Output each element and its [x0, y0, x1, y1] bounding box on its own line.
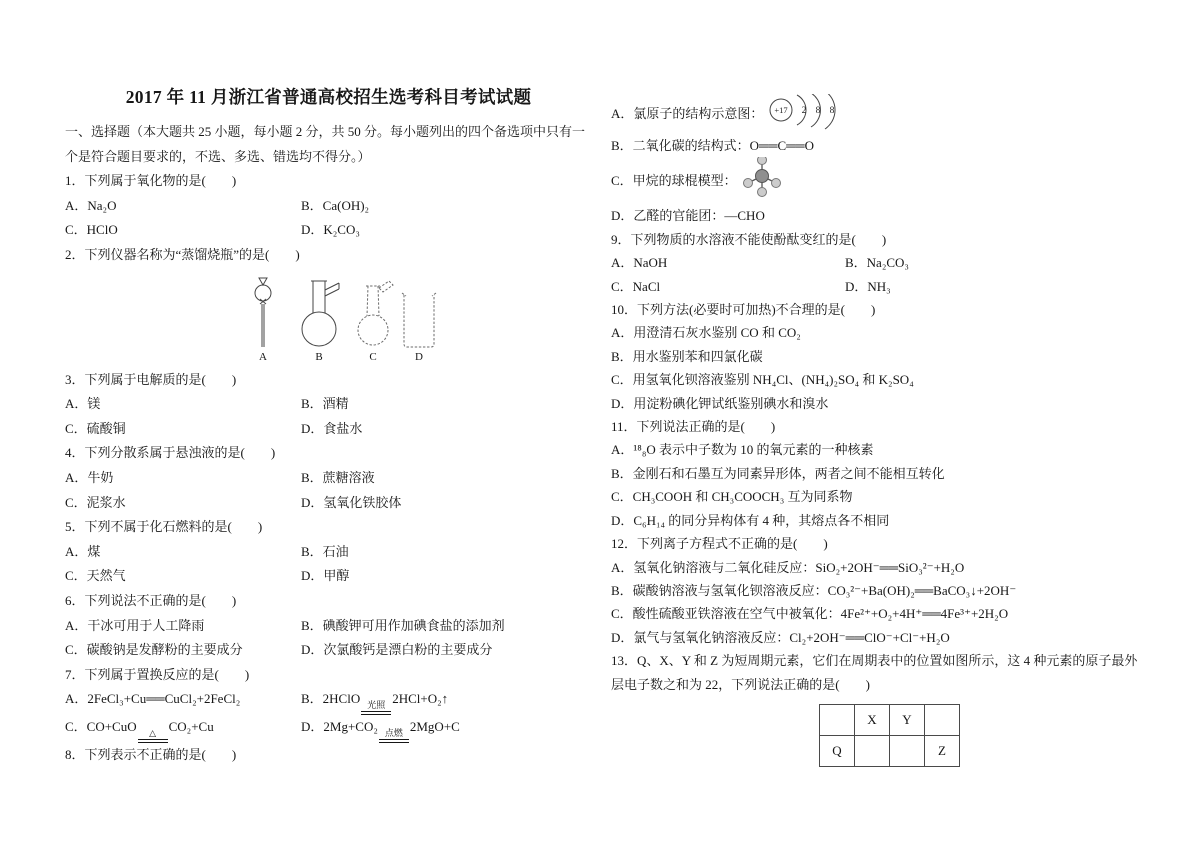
q8-option-a [611, 94, 1144, 134]
q5-options-row2 [65, 564, 592, 589]
q4-option-d: D．氢氧化铁胶体 [301, 494, 402, 510]
q10-option-a: A．用澄清石灰水鉴别 CO 和 CO₂ [611, 325, 801, 341]
q4-option-b: B．蔗糖溶液 [301, 469, 375, 485]
q1-option-d: D．K₂CO₃ [301, 222, 360, 238]
atom-shell-2: 8 [816, 106, 821, 116]
q11-option-c: C．CH₃COOH 和 CH₃COOCH₃ 互为同系物 [611, 489, 853, 505]
q4-options-row1 [65, 466, 592, 491]
q10-option-c: C．用氢氧化钡溶液鉴别 NH₄Cl、(NH₄)₂SO₄ 和 K₂SO₄ [611, 372, 914, 388]
q1-options-row1 [65, 194, 592, 219]
cell-r2c3 [890, 735, 925, 766]
reaction-condition: 点燃 [384, 728, 403, 739]
cell-r1c3-Y: Y [890, 704, 925, 735]
q1-option-a: A．Na₂O [65, 197, 117, 213]
section-instructions: 一、选择题（本大题共 25 小题，每小题 2 分，共 50 分。每小题列出的四个备选项中只有一个是符合题目要求的，不选、多选、错选均不得分。） [65, 124, 586, 164]
q6-options-row1 [65, 614, 592, 639]
q11-option-d: D．C₆H₁₄ 的同分异构体有 4 种，其熔点各不相同 [611, 512, 890, 528]
apparatus-label-c: C [369, 350, 377, 363]
q7-stem: 7．下列属于置换反应的是( ) [65, 666, 250, 682]
periodic-table-row-1 [820, 704, 960, 735]
q3-option-d: D．食盐水 [301, 420, 363, 436]
q9-option-b: B．Na₂CO₃ [845, 255, 909, 271]
q7-option-c [65, 715, 301, 743]
periodic-table-row-2 [820, 735, 960, 766]
q1-options-row2 [65, 218, 592, 243]
methane-ball-stick-figure [740, 157, 784, 198]
q5-option-c: C．天然气 [65, 568, 126, 584]
atom-shell-3: 8 [830, 106, 835, 116]
atom-core-charge: +17 [774, 105, 789, 115]
cell-r1c1 [820, 704, 855, 735]
q5-options-row1 [65, 540, 592, 565]
q11-option-b: B．金刚石和石墨互为同素异形体，两者之间不能相互转化 [611, 465, 945, 481]
q8-option-c [611, 157, 1144, 204]
q3-options-row1 [65, 392, 592, 417]
q3-stem: 3．下列属于电解质的是( ) [65, 371, 237, 387]
q12-option-d: D．氯气与氢氧化钠溶液反应：Cl₂+2OH⁻══ClO⁻+Cl⁻+H₂O [611, 629, 950, 645]
q7-option-b-rhs: 2HCl+O₂↑ [392, 691, 449, 707]
q12-option-c: C．酸性硫酸亚铁溶液在空气中被氧化：4Fe²⁺+O₂+4H⁺══4Fe³⁺+2H₂O [611, 606, 1009, 622]
q7-option-d [301, 715, 592, 743]
q6-stem: 6．下列说法不正确的是( ) [65, 592, 237, 608]
q4-options-row2 [65, 491, 592, 516]
q8-option-b: B．二氧化碳的结构式：O══C══O [611, 138, 814, 153]
q12-option-b: B．碳酸钠溶液与氢氧化钡溶液反应：CO₃²⁻+Ba(OH)₂══BaCO₃↓+2OH⁻ [611, 582, 1017, 598]
q2-apparatus-figure [241, 273, 592, 365]
q7-option-b-lhs: B．2HClO [301, 691, 361, 707]
q7-option-c-lhs: C．CO+CuO [65, 719, 137, 735]
q2-stem: 2．下列仪器名称为“蒸馏烧瓶”的是( ) [65, 246, 300, 262]
q5-option-b: B．石油 [301, 543, 349, 559]
q1-stem: 1．下列属于氧化物的是( ) [65, 173, 237, 189]
lab-glassware-drawing [241, 273, 441, 365]
q10-stem: 10．下列方法(必要时可加热)不合理的是( ) [611, 302, 876, 318]
reaction-condition: △ [149, 728, 157, 739]
q9-option-a: A．NaOH [611, 255, 668, 271]
q7-option-b [301, 687, 592, 715]
left-column [65, 84, 592, 768]
q8-option-c-text: C．甲烷的球棍模型： [611, 173, 737, 189]
q9-option-d: D．NH₃ [845, 278, 891, 294]
q7-option-c-rhs: CO₂+Cu [168, 719, 214, 735]
apparatus-label-b: B [315, 350, 323, 363]
q7-option-a: A．2FeCl₃+Cu══CuCl₂+2FeCl₂ [65, 691, 241, 707]
q9-stem: 9．下列物质的水溶液不能使酚酞变红的是( ) [611, 231, 887, 247]
chlorine-atom-structure-figure [766, 94, 852, 130]
q6-option-a: A．干冰可用于人工降雨 [65, 617, 205, 633]
reaction-arrow-with-condition [379, 728, 409, 743]
cell-r2c2 [855, 735, 890, 766]
cell-r1c2-X: X [855, 704, 890, 735]
reaction-arrow-with-condition [138, 728, 168, 743]
right-column [611, 94, 1144, 767]
q3-option-a: A．镁 [65, 396, 101, 412]
q6-option-c: C．碳酸钠是发酵粉的主要成分 [65, 642, 243, 658]
reaction-condition: 光照 [367, 700, 386, 711]
q4-option-a: A．牛奶 [65, 469, 114, 485]
q7-option-d-rhs: 2MgO+C [409, 719, 460, 735]
q1-option-b: B．Ca(OH)₂ [301, 197, 370, 213]
q5-option-a: A．煤 [65, 543, 101, 559]
q11-option-a: A．¹⁸₈O 表示中子数为 10 的氧元素的一种核素 [611, 442, 874, 458]
q9-options-row2 [611, 275, 1144, 298]
reaction-arrow-with-condition [361, 700, 391, 715]
q8-option-a-text: A．氯原子的结构示意图： [611, 106, 764, 122]
exam-title: 2017 年 11 月浙江省普通高校招生选考科目考试试题 [125, 87, 532, 107]
q13-stem: 13．Q、X、Y 和 Z 为短周期元素，它们在周期表中的位置如图所示，这 4 种元素的原子最外层电子数之和为 22，下列说法正确的是( ) [611, 653, 1138, 692]
cell-r2c1-Q: Q [820, 735, 855, 766]
q11-stem: 11．下列说法正确的是( ) [611, 419, 776, 435]
q10-option-b: B．用水鉴别苯和四氯化碳 [611, 348, 763, 364]
apparatus-label-d: D [415, 350, 423, 363]
q6-options-row2 [65, 638, 592, 663]
q8-stem: 8．下列表示不正确的是( ) [65, 747, 237, 763]
q4-stem: 4．下列分散系属于悬浊液的是( ) [65, 445, 276, 461]
periodic-position-table [819, 704, 960, 767]
q5-option-d: D．甲醇 [301, 568, 350, 584]
q7-option-d-lhs: D．2Mg+CO₂ [301, 719, 378, 735]
q9-option-c: C．NaCl [611, 278, 661, 294]
q10-option-d: D．用淀粉碘化钾试纸鉴别碘水和溴水 [611, 395, 829, 411]
apparatus-label-a: A [259, 350, 267, 363]
q12-option-a: A．氢氧化钠溶液与二氧化硅反应：SiO₂+2OH⁻══SiO₃²⁻+H₂O [611, 559, 965, 575]
q9-options-row1 [611, 251, 1144, 274]
q8-option-d: D．乙醛的官能团：—CHO [611, 208, 765, 224]
q3-option-b: B．酒精 [301, 396, 349, 412]
q12-stem: 12．下列离子方程式不正确的是( ) [611, 536, 828, 552]
q1-option-c: C．HClO [65, 222, 118, 238]
q5-stem: 5．下列不属于化石燃料的是( ) [65, 519, 263, 535]
double-line-equals [379, 739, 409, 743]
cell-r1c4 [925, 704, 960, 735]
q3-option-c: C．硫酸铜 [65, 420, 126, 436]
cell-r2c4-Z: Z [925, 735, 960, 766]
atom-shell-1: 2 [802, 106, 807, 116]
q3-options-row2 [65, 417, 592, 442]
q6-option-d: D．次氯酸钙是漂白粉的主要成分 [301, 642, 493, 658]
q7-options-row1 [65, 687, 592, 715]
q6-option-b: B．碘酸钾可用作加碘食盐的添加剂 [301, 617, 505, 633]
q4-option-c: C．泥浆水 [65, 494, 126, 510]
q7-options-row2 [65, 715, 592, 743]
